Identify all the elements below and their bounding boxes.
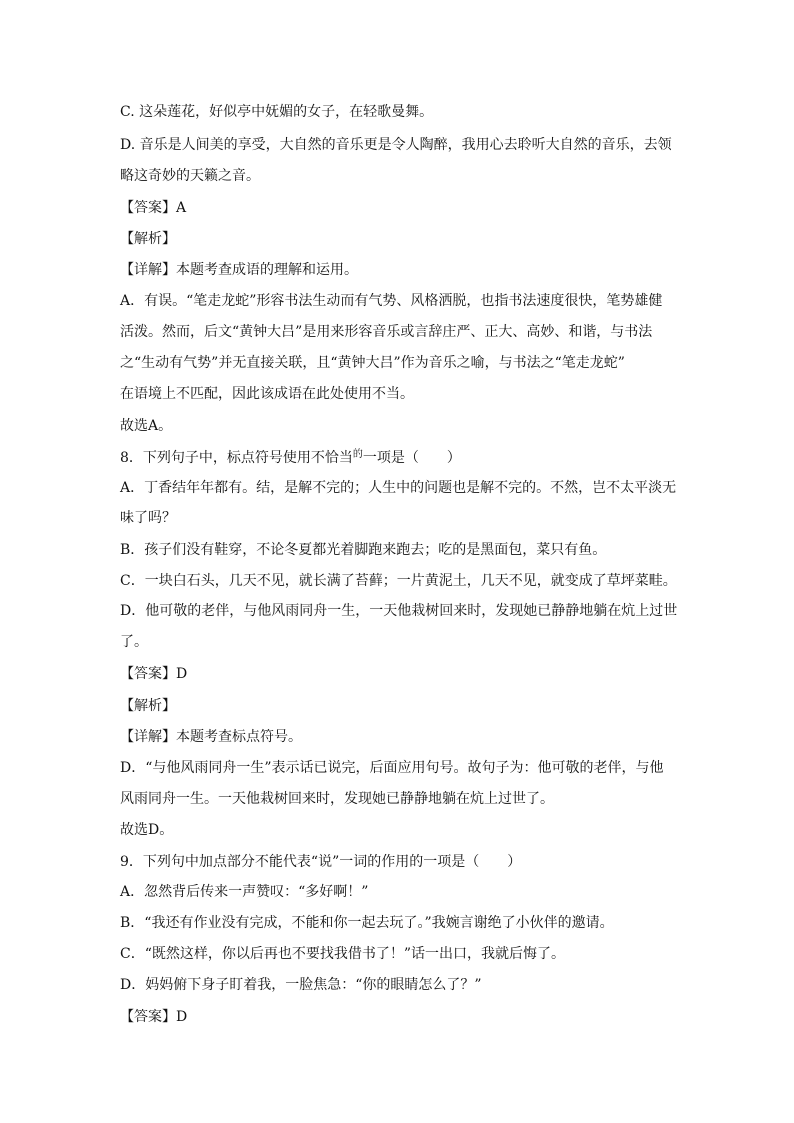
option-d-q9: D．妈妈俯下身子盯着我，一脸焦急：“你的眼睛怎么了？” <box>120 977 482 993</box>
option-d-q7-line2: 略这奇妙的天籁之音。 <box>120 168 260 184</box>
option-c-q7: C. 这朵莲花，好似亭中妩媚的女子，在轻歌曼舞。 <box>120 104 434 120</box>
answer-q8: 【答案】D <box>120 666 188 682</box>
analysis-heading-q8: 【解析】 <box>120 698 176 714</box>
option-b-q9: B．“我还有作业没有完成，不能和你一起去玩了。”我婉言谢绝了小伙伴的邀请。 <box>120 915 614 931</box>
explanation-q7-line2: 活泼。然而，后文“黄钟大吕”是用来形容音乐或言辞庄严、正大、高妙、和谐，与书法 <box>120 324 653 340</box>
question-8-text-b: 一项是（ ） <box>362 450 461 466</box>
answer-q9: 【答案】D <box>120 1009 188 1025</box>
option-a-q8-line1: A．丁香结年年都有。结，是解不完的；人生中的问题也是解不完的。不然，岂不太平淡无 <box>120 480 677 496</box>
option-a-q8-line2: 味了吗？ <box>120 510 176 526</box>
choice-q8: 故选D。 <box>120 822 174 838</box>
option-b-q8: B．孩子们没有鞋穿，不论冬夏都光着脚跑来跑去；吃的是黑面包，菜只有鱼。 <box>120 542 607 558</box>
analysis-heading-q7: 【解析】 <box>120 231 176 247</box>
option-d-q8-line1: D．他可敬的老伴，与他风雨同舟一生，一天他栽树回来时，发现她已静静地躺在炕上过世 <box>120 603 678 619</box>
explanation-q7-line1: A．有误。“笔走龙蛇”形容书法生动而有气势、风格洒脱，也指书法速度很快，笔势雄健 <box>120 293 663 309</box>
option-d-q8-line2: 了。 <box>120 634 148 650</box>
detail-q8: 【详解】本题考查标点符号。 <box>120 729 302 745</box>
question-8 <box>120 448 680 470</box>
option-a-q9: A．忽然背后传来一声赞叹：“多好啊！” <box>120 884 369 900</box>
explanation-q8-line2: 风雨同舟一生。一天他栽树回来时，发现她已静静地躺在炕上过世了。 <box>120 791 554 807</box>
question-8-text-a: 8．下列句子中，标点符号使用不恰当 <box>120 450 353 466</box>
explanation-q7-line3: 之“生动有气势”并无直接关联，且“黄钟大吕”作为音乐之喻，与书法之“笔走龙蛇” <box>120 355 625 371</box>
detail-q7: 【详解】本题考查成语的理解和运用。 <box>120 262 358 278</box>
option-c-q8: C．一块白石头，几天不见，就长满了苔藓；一片黄泥土，几天不见，就变成了草坪菜畦。 <box>120 573 677 589</box>
answer-q7: 【答案】A <box>120 200 187 216</box>
explanation-q7-line4: 在语境上不匹配，因此该成语在此处使用不当。 <box>120 386 414 402</box>
question-9: 9．下列句中加点部分不能代表“说”一词的作用的一项是（ ） <box>120 854 522 870</box>
option-c-q9: C．“既然这样，你以后再也不要找我借书了！”话一出口，我就后悔了。 <box>120 946 566 962</box>
question-8-superscript: 的 <box>352 449 363 460</box>
explanation-q8-line1: D．“与他风雨同舟一生”表示话已说完，后面应用句号。故句子为：他可敬的老伴，与他 <box>120 760 664 776</box>
option-d-q7-line1: D. 音乐是人间美的享受，大自然的音乐更是令人陶醉，我用心去聆听大自然的音乐，去领 <box>120 137 672 153</box>
choice-q7: 故选A。 <box>120 418 173 434</box>
